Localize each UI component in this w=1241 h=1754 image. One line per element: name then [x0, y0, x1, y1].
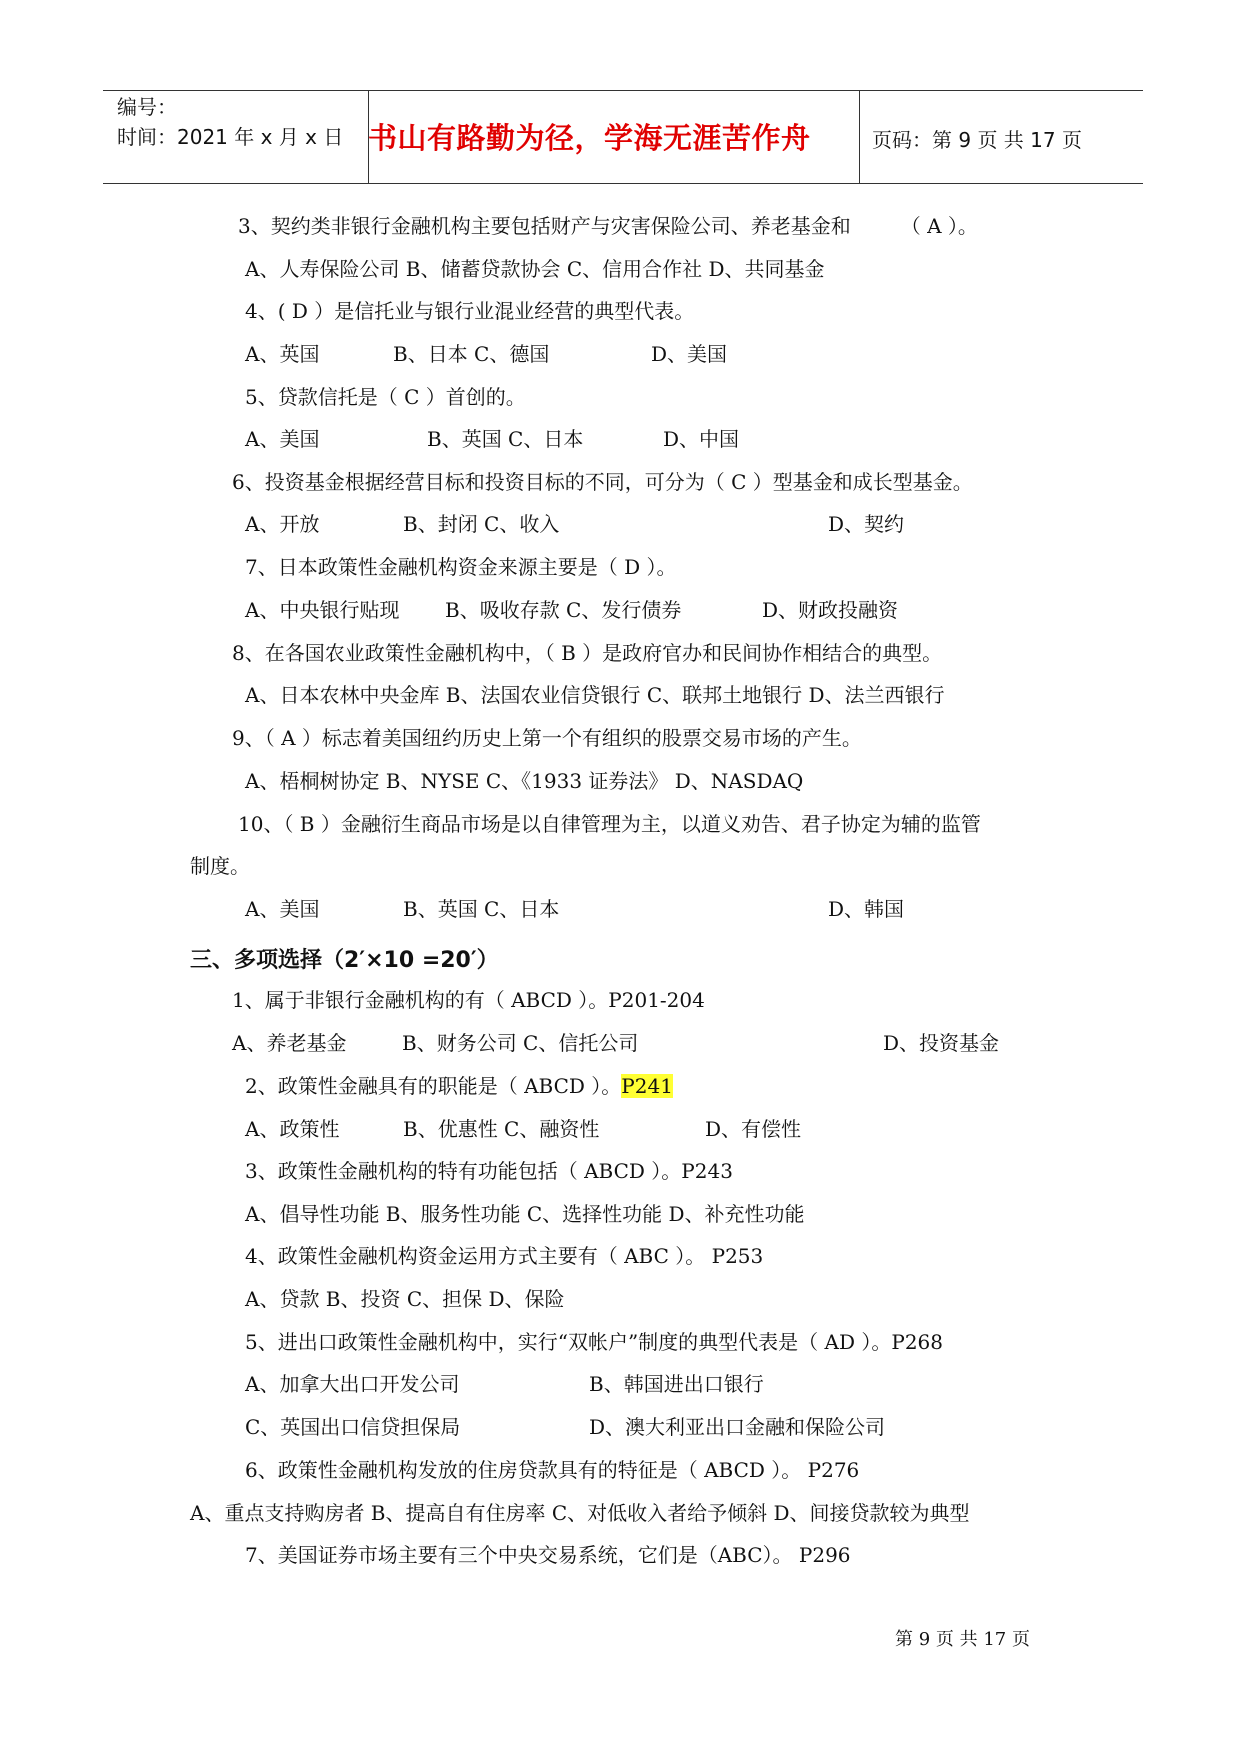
- option-d: D、有偿性: [705, 1117, 802, 1141]
- serial-label: 编号：: [117, 95, 177, 119]
- question-9: 9、（ A ）标志着美国纽约历史上第一个有组织的股票交易市场的产生。: [232, 726, 862, 750]
- option-bc: B、日本 C、德国: [393, 342, 550, 366]
- question-3: 3、契约类非银行金融机构主要包括财产与灾害保险公司、养老基金和 （ A ）。: [238, 214, 978, 238]
- multi-question-7: 7、美国证券市场主要有三个中央交易系统，它们是（ABC）。 P296: [245, 1543, 851, 1567]
- multi-question-1: 1、属于非银行金融机构的有（ ABCD ）。P201-204: [232, 988, 705, 1012]
- option-bc: B、封闭 C、收入: [403, 512, 560, 536]
- header-meta: [117, 92, 343, 152]
- option-d: D、澳大利亚出口金融和保险公司: [589, 1415, 886, 1439]
- question-7: 7、日本政策性金融机构资金来源主要是（ D ）。: [245, 555, 677, 579]
- multi-question-6: 6、政策性金融机构发放的住房贷款具有的特征是（ ABCD ）。 P276: [245, 1458, 860, 1482]
- option-a: A、英国: [245, 342, 320, 366]
- option-bc: B、财务公司 C、信托公司: [402, 1031, 639, 1055]
- option-d: D、韩国: [828, 897, 905, 921]
- header-motto: 书山有路勤为径，学海无涯苦作舟: [368, 121, 811, 155]
- option-d: D、财政投融资: [762, 598, 899, 622]
- option-bc: B、吸收存款 C、发行债券: [445, 598, 682, 622]
- header-page-info: 页码：第 9 页 共 17 页: [872, 128, 1082, 152]
- header-divider-right: [859, 90, 860, 183]
- option-bc: B、英国 C、日本: [403, 897, 560, 921]
- question-8-options: A、日本农林中央金库 B、法国农业信贷银行 C、联邦土地银行 D、法兰西银行: [245, 683, 945, 707]
- header-bottom-rule: [103, 183, 1143, 184]
- option-a: A、开放: [245, 512, 320, 536]
- page-footer: 第 9 页 共 17 页: [895, 1629, 1030, 1650]
- question-5: 5、贷款信托是（ C ）首创的。: [245, 385, 526, 409]
- option-d: D、中国: [663, 427, 740, 451]
- multi-question-5: 5、进出口政策性金融机构中，实行“双帐户”制度的典型代表是（ AD ）。P268: [245, 1330, 943, 1354]
- option-bc: B、优惠性 C、融资性: [403, 1117, 600, 1141]
- header-top-rule: [103, 90, 1143, 91]
- option-a: A、中央银行贴现: [245, 598, 400, 622]
- multi-question-4: 4、政策性金融机构资金运用方式主要有（ ABC ）。 P253: [245, 1244, 764, 1268]
- option-a: A、政策性: [245, 1117, 340, 1141]
- option-bc: B、英国 C、日本: [427, 427, 584, 451]
- highlighted-page-ref: P241: [621, 1074, 673, 1098]
- option-a: A、加拿大出口开发公司: [245, 1372, 460, 1396]
- multi-question-2: [245, 1073, 673, 1099]
- multi-question-6-options: A、重点支持购房者 B、提高自有住房率 C、对低收入者给予倾斜 D、间接贷款较为典型: [190, 1501, 970, 1525]
- multi-question-2-text: 2、政策性金融具有的职能是（ ABCD ）。: [245, 1074, 622, 1098]
- multi-question-3-options: A、倡导性功能 B、服务性功能 C、选择性功能 D、补充性功能: [245, 1202, 805, 1226]
- option-a: A、美国: [245, 897, 320, 921]
- option-d: D、投资基金: [883, 1031, 1000, 1055]
- question-10-line2: 制度。: [190, 854, 250, 878]
- question-6: 6、投资基金根据经营目标和投资目标的不同，可分为（ C ）型基金和成长型基金。: [232, 470, 973, 494]
- option-d: D、契约: [828, 512, 905, 536]
- option-a: A、美国: [245, 427, 320, 451]
- multi-question-4-options: A、贷款 B、投资 C、担保 D、保险: [245, 1287, 565, 1311]
- question-4: 4、( D ）是信托业与银行业混业经营的典型代表。: [245, 299, 695, 323]
- option-b: B、韩国进出口银行: [589, 1372, 764, 1396]
- question-9-options: A、梧桐树协定 B、NYSE C、《1933 证券法》 D、NASDAQ: [245, 769, 804, 793]
- multi-question-3: 3、政策性金融机构的特有功能包括（ ABCD ）。P243: [245, 1159, 733, 1183]
- question-8: 8、在各国农业政策性金融机构中，（ B ）是政府官办和民间协作相结合的典型。: [232, 641, 943, 665]
- option-a: A、养老基金: [232, 1031, 347, 1055]
- date-line: 时间：2021 年 x 月 x 日: [117, 125, 344, 149]
- question-10-line1: 10、（ B ）金融衍生商品市场是以自律管理为主，以道义劝告、君子协定为辅的监管: [238, 812, 981, 836]
- section-3-title: 三、多项选择（2′×10 =20′）: [190, 948, 499, 973]
- question-3-options: A、人寿保险公司 B、储蓄贷款协会 C、信用合作社 D、共同基金: [245, 257, 825, 281]
- option-c: C、英国出口信贷担保局: [245, 1415, 461, 1439]
- option-d: D、美国: [651, 342, 728, 366]
